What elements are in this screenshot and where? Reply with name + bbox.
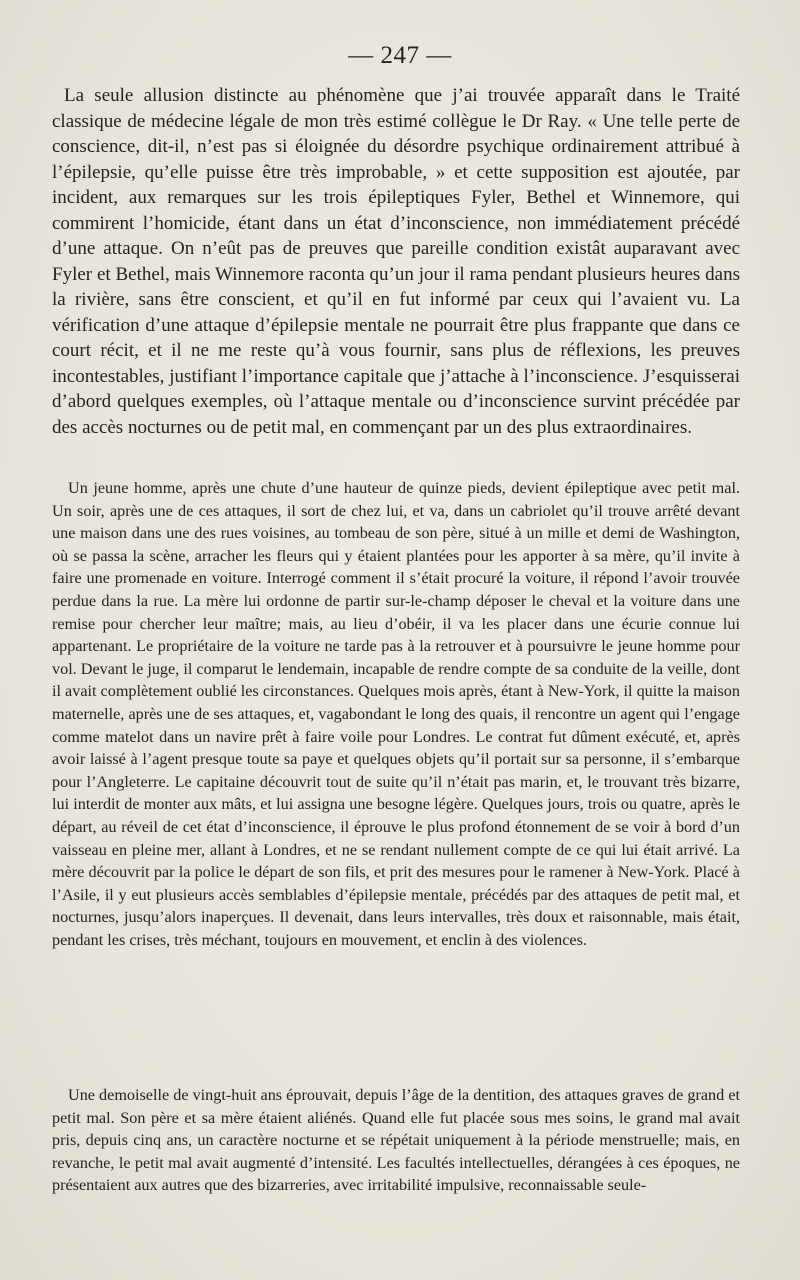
paragraph-text: Une demoiselle de vingt-huit ans éprouvait, depuis l’âge de la dentition, des attaques graves de grand et petit mal. Son père et sa mère étaient aliénés. Quand elle fut placée sous mes soins, le grand mal avait pris, depuis cinq ans, un caractère nocturne et se répétait uniquement à la période menstruelle; mais, en revanche, le petit mal avait augmenté d’intensité. Les facultés intellectuelles, dérangées à ces époques, ne présentaient aux autres que des bizarreries, avec irritabilité impulsive, reconnaissable seule- [52, 1086, 740, 1195]
paragraph-text: Un jeune homme, après une chute d’une hauteur de quinze pieds, devient épileptique avec petit mal. Un soir, après une de ces attaques, il sort de chez lui, et va, dans un cabriolet qu’il trouve arrêté devant une maison dans une des rues voisines, au tombeau de son père, situé à un mille et demi de Washington, où se passa la scène, arracher les fleurs qui y étaient plantées pour les apporter à sa mère, qu’il invite à faire une promenade en voiture. Interrogé comment il s’était procuré la voiture, il répond l’avoir trouvée perdue dans la rue. La mère lui ordonne de partir sur-le-champ déposer le cheval et la voiture dans une remise pour chercher leur maître; mais, au lieu d’obéir, il va les placer dans une écurie connue lui appartenant. Le propriétaire de la voiture ne tarde pas à la retrouver et à poursuivre le jeune homme pour vol. Devant le juge, il comparut le lendemain, incapable de rendre compte de sa conduite de la veille, dont il avait complètement oublié les circonstances. Quelques mois après, étant à New-York, il quitte la maison maternelle, après une de ses attaques, et, vagabondant le long des quais, il rencontre un agent qui l’engage comme matelot dans un navire prêt à faire voile pour Londres. Le contrat fut dûment exécuté, et, après avoir laissé à l’agent presque toute sa paye et quelques objets qu’il portait sur sa personne, il s’embarque pour l’Angleterre. Le capitaine découvrit tout de suite qu’il n’était pas marin, et, le trouvant très bizarre, lui interdit de monter aux mâts, et lui assigna une besogne légère. Quelques jours, trois ou quatre, après le départ, au réveil de cet état d’inconscience, il éprouve le plus profond étonnement de se voir à bord d’un vaisseau en pleine mer, allant à Londres, et ne se rendant nullement compte de ce qui lui était arrivé. La mère découvrit par la police le départ de son fils, et prit des mesures pour le ramener à New-York. Placé à l’Asile, il y eut plusieurs accès semblables d’épilepsie mentale, précédés par des attaques de petit mal, et nocturnes, jusqu’alors inaperçues. Il devenait, dans leurs intervalles, très doux et raisonnable, mais était, pendant les crises, très méchant, toujours en mouvement, et enclin à des violences. [52, 479, 740, 949]
body-paragraph-1 [52, 83, 740, 440]
body-paragraph-2 [52, 477, 740, 951]
body-paragraph-3 [52, 1084, 740, 1197]
paragraph-text: La seule allusion distincte au phénomène que j’ai trouvée apparaît dans le Traité classique de médecine légale de mon très estimé collègue le Dr Ray. « Une telle perte de conscience, dit-il, n’est pas si éloignée du désordre psychique ordinairement attribué à l’épilepsie, qu’elle puisse être très improbable, » et cette supposition est ajoutée, par incident, aux remarques sur les trois épileptiques Fyler, Bethel et Winnemore, qui commirent l’homicide, étant dans un état d’inconscience, non immédiatement précédé d’une attaque. On n’eût pas de preuves que pareille condition existât auparavant avec Fyler et Bethel, mais Winnemore raconta qu’un jour il rama pendant plusieurs heures dans la rivière, sans être conscient, et qu’il en fut informé par ceux qui l’avaient vu. La vérification d’une attaque d’épilepsie mentale ne pourrait être plus frappante que dans ce court récit, et il ne me reste qu’à vous fournir, sans plus de réflexions, les preuves incontestables, justifiant l’importance capitale que j’attache à l’inconscience. J’esquisserai d’abord quelques exemples, où l’attaque mentale ou d’inconscience survint précédée par des accès nocturnes ou de petit mal, en commençant par un des plus extraordinaires. [52, 85, 740, 438]
page-number-header: — 247 — [348, 42, 452, 69]
